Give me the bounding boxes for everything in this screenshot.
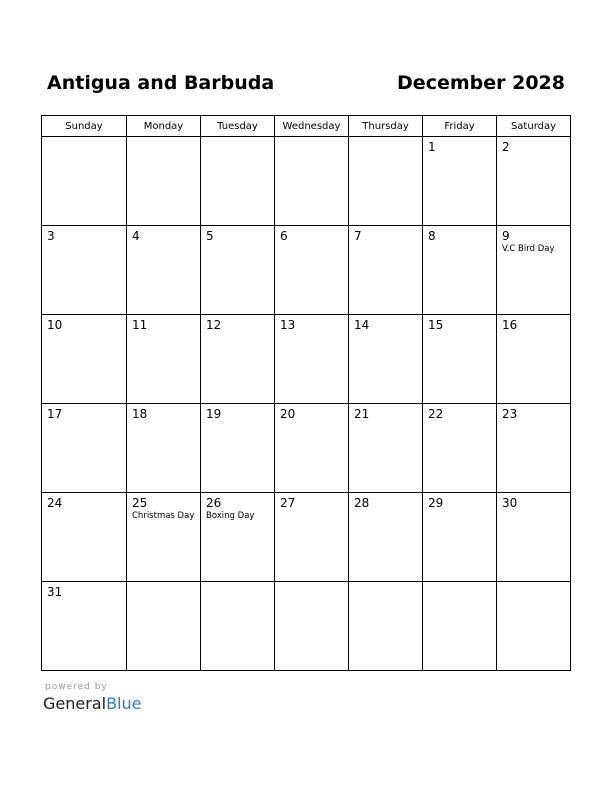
day-cell <box>127 226 201 315</box>
weekday-header: Thursday <box>349 116 423 137</box>
day-number <box>349 137 422 140</box>
day-number: 8 <box>428 229 436 243</box>
day-number: 3 <box>47 229 55 243</box>
day-number: 2 <box>502 140 510 154</box>
weekday-header: Saturday <box>497 116 571 137</box>
day-cell <box>349 582 423 671</box>
logo-text-general: General <box>43 694 107 713</box>
day-number <box>275 137 348 140</box>
footer-branding <box>43 682 141 715</box>
day-cell <box>275 137 349 226</box>
weekday-header: Tuesday <box>201 116 275 137</box>
day-number <box>275 582 348 585</box>
day-number <box>497 582 570 585</box>
day-cell <box>423 582 497 671</box>
logo-text-blue: Blue <box>106 694 142 713</box>
day-cell <box>275 493 349 582</box>
week-row <box>42 315 571 404</box>
day-cell <box>42 582 127 671</box>
day-cell <box>497 493 571 582</box>
day-cell <box>275 226 349 315</box>
day-number: 27 <box>280 496 296 510</box>
day-number: 26 <box>206 496 222 510</box>
day-number: 25 <box>132 496 148 510</box>
day-number: 7 <box>354 229 362 243</box>
day-number: 16 <box>502 318 518 332</box>
day-cell <box>42 226 127 315</box>
day-number: 13 <box>280 318 296 332</box>
powered-by-label: powered by <box>45 682 108 692</box>
day-cell <box>275 582 349 671</box>
day-number: 28 <box>354 496 370 510</box>
day-cell <box>497 582 571 671</box>
generalblue-logo[interactable] <box>43 693 141 715</box>
day-cell <box>497 404 571 493</box>
holiday-label: V.C Bird Day <box>502 244 555 254</box>
day-number: 4 <box>132 229 140 243</box>
week-row <box>42 493 571 582</box>
day-cell <box>275 315 349 404</box>
month-year-title: December 2028 <box>397 72 565 94</box>
day-cell <box>423 493 497 582</box>
day-cell <box>42 315 127 404</box>
day-number: 17 <box>47 407 63 421</box>
day-number <box>127 582 200 585</box>
week-row <box>42 137 571 226</box>
day-number <box>42 137 126 140</box>
day-number: 20 <box>280 407 296 421</box>
day-number: 12 <box>206 318 222 332</box>
day-cell <box>201 137 275 226</box>
day-number: 19 <box>206 407 222 421</box>
day-cell <box>497 137 571 226</box>
day-number: 24 <box>47 496 63 510</box>
day-cell <box>42 493 127 582</box>
day-cell <box>423 315 497 404</box>
day-cell <box>127 582 201 671</box>
day-number: 14 <box>354 318 370 332</box>
day-cell <box>127 137 201 226</box>
day-cell <box>275 404 349 493</box>
day-cell <box>349 315 423 404</box>
day-cell <box>127 404 201 493</box>
week-row <box>42 582 571 671</box>
day-number: 1 <box>428 140 436 154</box>
week-row <box>42 404 571 493</box>
day-cell <box>497 315 571 404</box>
day-number <box>127 137 200 140</box>
day-number: 31 <box>47 585 63 599</box>
day-cell <box>201 582 275 671</box>
day-number: 11 <box>132 318 148 332</box>
day-cell <box>127 493 201 582</box>
weekday-header-row <box>42 116 571 137</box>
holiday-label: Boxing Day <box>206 511 255 521</box>
weekday-header: Monday <box>127 116 201 137</box>
day-cell <box>42 137 127 226</box>
day-cell <box>423 137 497 226</box>
day-number: 9 <box>502 229 510 243</box>
day-number <box>201 582 274 585</box>
day-number: 22 <box>428 407 444 421</box>
day-number: 15 <box>428 318 444 332</box>
day-number: 23 <box>502 407 518 421</box>
day-number <box>349 582 422 585</box>
country-title: Antigua and Barbuda <box>47 72 275 94</box>
day-number: 5 <box>206 229 214 243</box>
calendar-grid <box>41 115 571 671</box>
day-number: 30 <box>502 496 518 510</box>
day-cell <box>201 493 275 582</box>
day-number: 10 <box>47 318 63 332</box>
day-number: 29 <box>428 496 444 510</box>
day-cell <box>349 493 423 582</box>
day-number <box>201 137 274 140</box>
day-number <box>423 582 496 585</box>
weekday-header: Sunday <box>42 116 127 137</box>
day-cell <box>42 404 127 493</box>
weekday-header: Friday <box>423 116 497 137</box>
weekday-header: Wednesday <box>275 116 349 137</box>
day-cell <box>201 226 275 315</box>
day-number: 18 <box>132 407 148 421</box>
day-number: 6 <box>280 229 288 243</box>
day-cell <box>497 226 571 315</box>
day-cell <box>349 137 423 226</box>
week-row <box>42 226 571 315</box>
day-cell <box>349 404 423 493</box>
holiday-label: Christmas Day <box>132 511 195 521</box>
day-cell <box>423 404 497 493</box>
day-number: 21 <box>354 407 370 421</box>
day-cell <box>201 404 275 493</box>
day-cell <box>127 315 201 404</box>
day-cell <box>349 226 423 315</box>
day-cell <box>423 226 497 315</box>
day-cell <box>201 315 275 404</box>
